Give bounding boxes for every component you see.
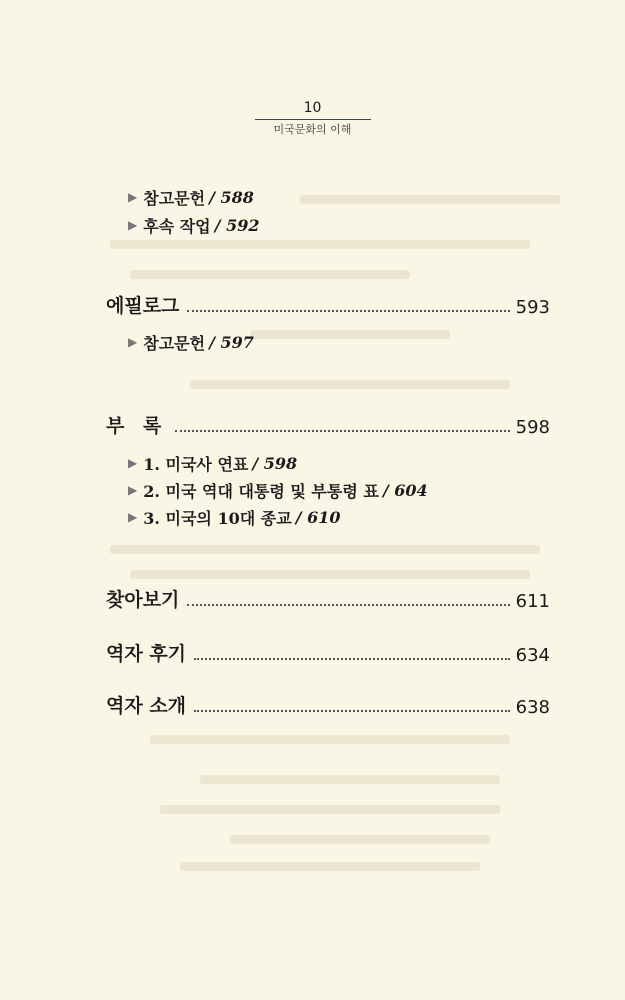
triangle-bullet-icon: ▶	[128, 456, 138, 470]
bleed-through-line	[250, 330, 450, 339]
dot-leader	[194, 658, 510, 660]
toc-subitem	[128, 506, 340, 528]
toc-subitem-title: 참고문헌	[143, 333, 206, 353]
bleed-through-line	[300, 195, 560, 204]
toc-entry-page: 634	[515, 645, 550, 666]
toc-subitem-title: 후속 작업	[143, 216, 211, 236]
toc-entry-title: 에필로그	[106, 295, 180, 317]
book-title: 미국문화의 이해	[273, 123, 352, 136]
toc-subitem	[128, 186, 254, 208]
toc-subitem-page: / 598	[252, 453, 298, 473]
bleed-through-line	[230, 835, 490, 844]
toc-entry-translator-afterword	[106, 640, 550, 666]
bleed-through-line	[200, 775, 500, 784]
triangle-bullet-icon: ▶	[128, 483, 138, 497]
toc-subitem-title: 2. 미국 역대 대통령 및 부통령 표	[143, 481, 379, 501]
toc-entry-page: 611	[515, 591, 550, 612]
bleed-through-line	[150, 735, 510, 744]
page-header	[0, 100, 625, 138]
toc-subitem	[128, 214, 259, 236]
toc-subitem-title: 참고문헌	[143, 188, 206, 208]
bleed-through-line	[130, 570, 530, 579]
dot-leader	[194, 710, 510, 712]
toc-subitem-title: 3. 미국의 10대 종교	[143, 508, 292, 528]
toc-subitem-page: / 592	[214, 215, 260, 235]
toc-entry-appendix	[106, 412, 550, 438]
toc-entry-title: 역자 소개	[106, 695, 187, 717]
toc-subitem-page: / 604	[382, 480, 428, 500]
triangle-bullet-icon: ▶	[128, 218, 138, 232]
dot-leader	[175, 430, 509, 432]
toc-subitem-page: / 597	[209, 332, 254, 352]
toc-entry-epilogue	[106, 292, 550, 318]
page-number: 10	[303, 100, 322, 116]
toc-entry-page: 593	[515, 297, 550, 318]
bleed-through-line	[110, 545, 540, 554]
dot-leader	[187, 310, 509, 312]
bleed-through-line	[110, 240, 530, 249]
toc-subitem-page: / 588	[209, 187, 254, 207]
triangle-bullet-icon: ▶	[128, 335, 138, 349]
toc-subitem-page: / 610	[295, 507, 341, 527]
toc-entry-title: 찾아보기	[106, 589, 180, 611]
toc-entry-title: 부 록	[106, 415, 168, 437]
triangle-bullet-icon: ▶	[128, 510, 138, 524]
dot-leader	[187, 604, 509, 606]
header-rule	[255, 119, 371, 120]
bleed-through-line	[160, 805, 500, 814]
bleed-through-line	[190, 380, 510, 389]
toc-subitem-title: 1. 미국사 연표	[143, 454, 249, 474]
toc-subitem	[128, 331, 254, 353]
triangle-bullet-icon: ▶	[128, 190, 138, 204]
toc-entry-page: 638	[515, 697, 550, 718]
bleed-through-line	[130, 270, 410, 279]
toc-subitem	[128, 479, 428, 501]
toc-entry-title: 역자 후기	[106, 643, 187, 665]
toc-subitem	[128, 452, 297, 474]
bleed-through-line	[180, 862, 480, 871]
toc-entry-page: 598	[515, 417, 550, 438]
toc-entry-translator-intro	[106, 692, 550, 718]
toc-entry-index	[106, 586, 550, 612]
